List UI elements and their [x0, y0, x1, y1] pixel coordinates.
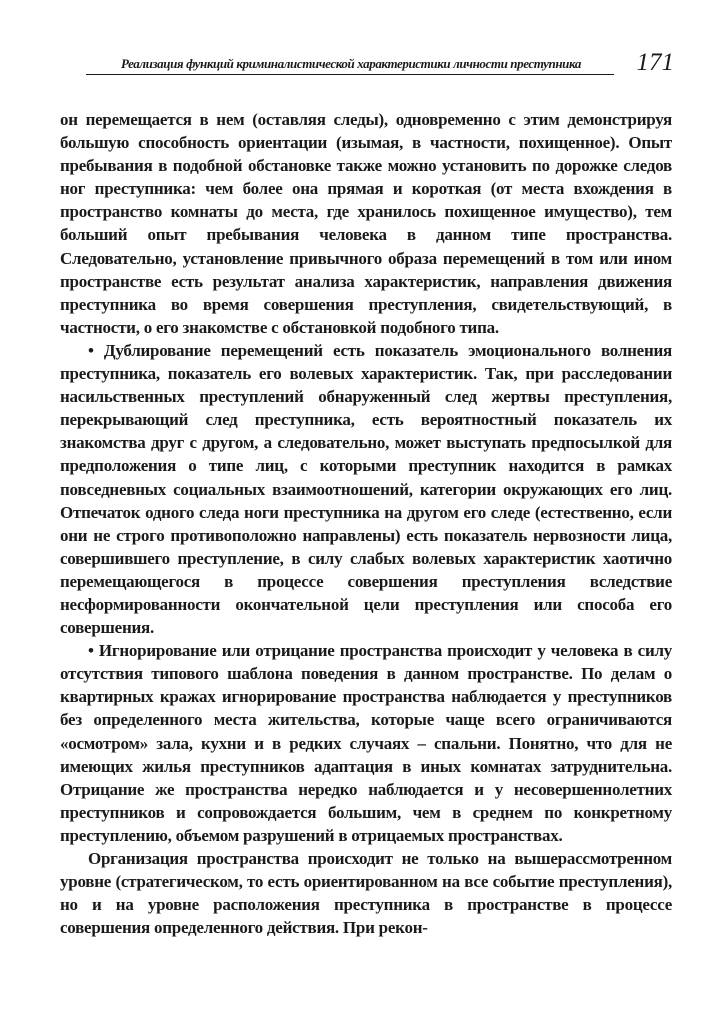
paragraph-text: происходит у человека в силу отсутствия типового шаблона поведения в данном пространстве. По делам о квартирных кражах игнорирование пространства наблюдается у преступников без определенного места жительства, которые чаще всего ограничиваются «осмотром» зала, кухни и в редких случаях – спальни. Понятно, что для не имеющих жилья преступников адаптация в иных комнатах затруднительна. Отрицание же пространства нередко наблюдается и у несовершеннолетних преступников и сопровождается большим, чем в среднем по конкретному преступлению, объемом разрушений в отрицаемых пространствах. — [60, 641, 673, 845]
bullet-marker: • — [88, 641, 94, 661]
running-head-title: Реализация функций криминалистической характеристики личности преступника — [121, 56, 581, 71]
paragraph-continuation — [60, 108, 672, 339]
paragraph-duplication — [60, 339, 672, 639]
paragraph-text: он перемещается в нем (оставляя следы), одновременно с этим демонстрируя большую способность ориентации (изымая, в частности, похищенное). Опыт пребывания в подобной обстановке также можно установить по дорожке следов ног преступника: чем более она прямая и короткая (от места вхождения в пространство комнаты до места, где хранилось похищенное имущество), тем больший опыт пребывания человека в данном типе пространства. Следовательно, установление привычного образа перемещений в том или ином пространстве есть результат анализа характеристик, направления движения преступника во время совершения преступления, свидетельствующий, в частности, о его знакомстве с обстановкой подобного типа. — [60, 110, 672, 337]
bullet-marker: • — [88, 340, 94, 360]
term-duplication: Дублирование перемещений — [103, 340, 323, 360]
header-rule — [86, 74, 614, 75]
paragraph-text: есть показатель эмоционального волнения преступника, показатель его волевых характеристик. Так, при расследовании насильственных преступлений обнаруженный след жертвы преступления, перекрывающий след преступника, есть вероятностный показатель их знакомства друг с другом, а следовательно, может выступать предпосылкой для предположения о типе лиц, с которыми преступник находится в рамках повседневных социальных взаимоотношений, категории окружающих его лиц. Отпечаток одного следа ноги преступника на другом его следе (естественно, если они не строго противоположно направлены) есть показатель нервозности лица, совершившего преступление, в силу слабых волевых характеристик хаотично перемещающегося в процессе совершения преступления вследствие несформированности окончательной цели преступления или способа его совершения. — [60, 340, 673, 638]
paragraph-organization — [60, 847, 672, 939]
paragraph-text: Организация пространства происходит не только на вышерассмотренном уровне (стратегическом, то есть ориентированном на все событие преступления), но и на уровне расположения преступника в пространстве в процессе совершения определенного действия. При рекон- — [60, 849, 672, 938]
term-ignoring-space: Игнорирование или отрицание пространства — [98, 641, 442, 661]
paragraph-ignoring-space — [60, 639, 672, 847]
body-text — [60, 108, 672, 939]
running-head — [86, 46, 674, 86]
page-number: 171 — [636, 49, 674, 76]
